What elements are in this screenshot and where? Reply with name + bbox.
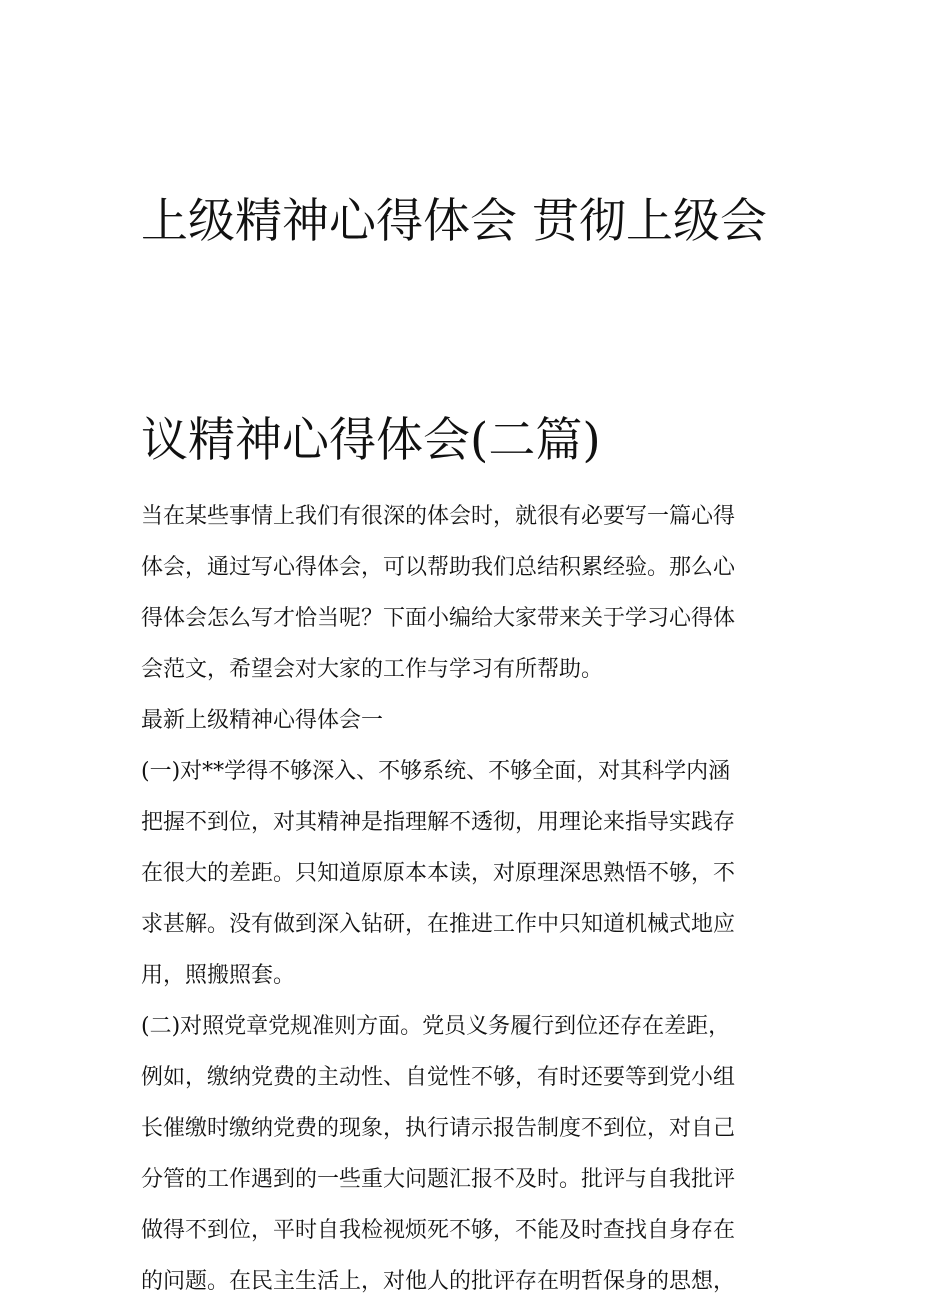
body-text-line: 会范文，希望会对大家的工作与学习有所帮助。 bbox=[141, 657, 604, 682]
body-text-line: 的问题。在民主生活上，对他人的批评存在明哲保身的思想， bbox=[141, 1269, 736, 1294]
title-line: 议精神心得体会(二篇) bbox=[141, 413, 601, 468]
document-content bbox=[141, 112, 813, 1307]
section-heading: 最新上级精神心得体会一 bbox=[141, 708, 384, 733]
body-text-line: 体会，通过写心得体会，可以帮助我们总结积累经验。那么心 bbox=[141, 555, 736, 580]
body-text-line: 当在某些事情上我们有很深的体会时，就很有必要写一篇心得 bbox=[141, 504, 736, 529]
body-text-line: 例如，缴纳党费的主动性、自觉性不够，有时还要等到党小组 bbox=[141, 1065, 736, 1090]
body-text-line: 分管的工作遇到的一些重大问题汇报不及时。批评与自我批评 bbox=[141, 1167, 736, 1192]
body-text-line: 得体会怎么写才恰当呢？下面小编给大家带来关于学习心得体 bbox=[141, 606, 736, 631]
body-text-line: 长催缴时缴纳党费的现象，执行请示报告制度不到位，对自己 bbox=[141, 1116, 736, 1141]
body-text-line: (一)对**学得不够深入、不够系统、不够全面，对其科学内涵 bbox=[141, 759, 731, 784]
body-text-line: 在很大的差距。只知道原原本本读，对原理深思熟悟不够，不 bbox=[141, 861, 736, 886]
body-text-line: 求甚解。没有做到深入钻研，在推进工作中只知道机械式地应 bbox=[141, 912, 736, 937]
body-text-line: 把握不到位，对其精神是指理解不透彻，用理论来指导实践存 bbox=[141, 810, 736, 835]
title-line: 上级精神心得体会 贯彻上级会 bbox=[141, 194, 767, 249]
document-title bbox=[141, 112, 813, 477]
body-text-line: 用，照搬照套。 bbox=[141, 963, 296, 988]
body-text-line: 做得不到位，平时自我检视烦死不够，不能及时查找自身存在 bbox=[141, 1218, 736, 1243]
body-text-line: (二)对照党章党规准则方面。党员义务履行到位还存在差距， bbox=[141, 1014, 731, 1039]
document-body bbox=[141, 491, 813, 1307]
